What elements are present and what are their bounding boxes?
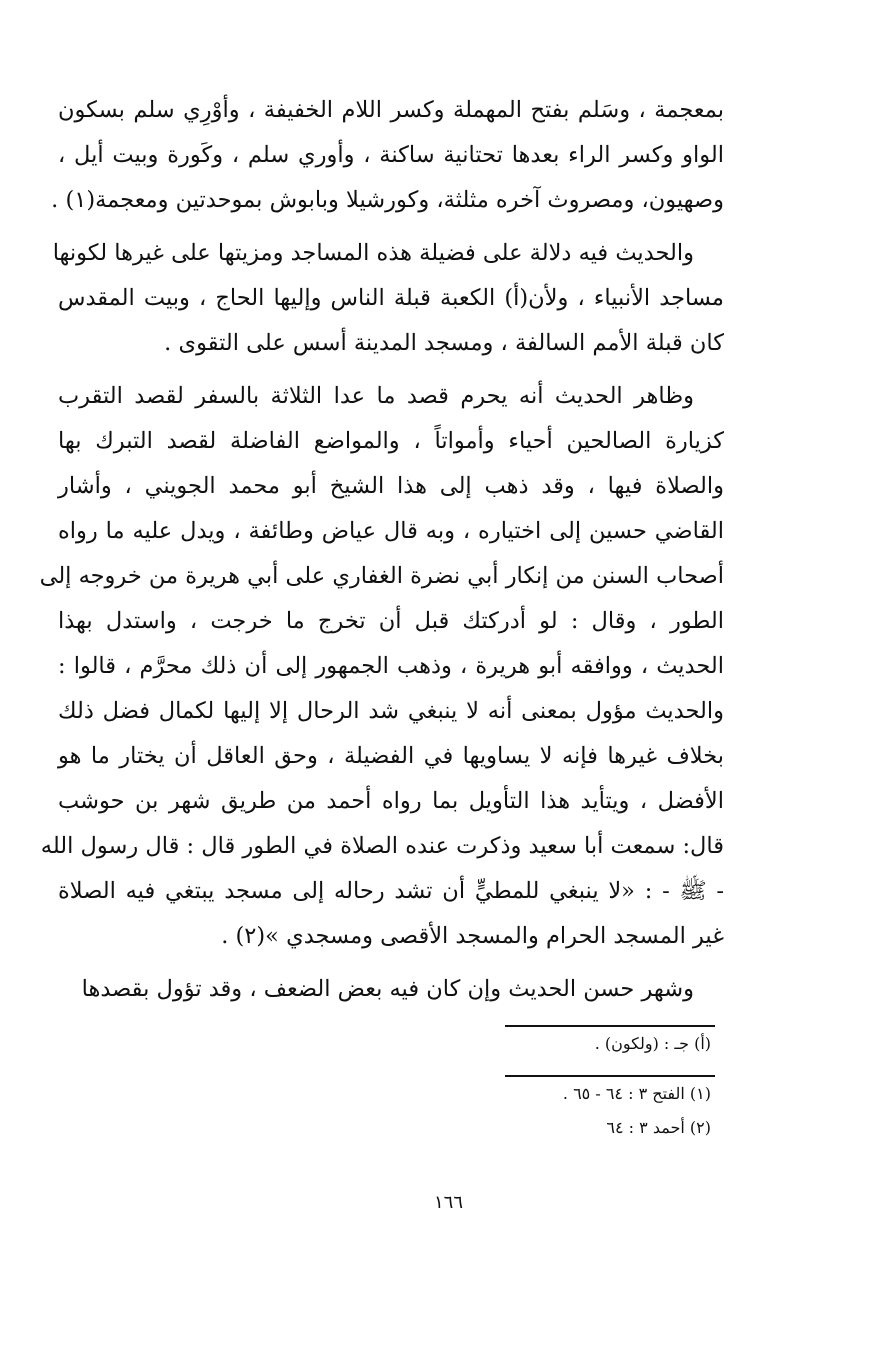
text-line: والصلاة فيها ، وقد ذهب إلى هذا الشيخ أبو محمد الجويني ، وأشار <box>58 473 724 499</box>
text-line: القاضي حسين إلى اختياره ، وبه قال عياض وطائفة ، ويدل عليه ما رواه <box>58 518 724 544</box>
paragraph-2 <box>52 231 724 366</box>
paragraph-3 <box>39 374 724 959</box>
footnote-line: (٢) أحمد ٣ : ٦٤ <box>606 1118 711 1137</box>
text-line: كان قبلة الأمم السالفة ، ومسجد المدينة أسس على التقوى . <box>164 330 724 356</box>
footnote-line: (أ) جـ : (ولكون) . <box>594 1034 711 1053</box>
text-line: مساجد الأنبياء ، ولأن(أ) الكعبة قبلة الناس وإليها الحاج ، وبيت المقدس <box>58 285 724 311</box>
text-line: بخلاف غيرها فإنه لا يساويها في الفضيلة ، وحق العاقل أن يختار ما هو <box>58 743 724 769</box>
text-line: الحديث ، ووافقه أبو هريرة ، وذهب الجمهور إلى أن ذلك محرَّم ، قالوا : <box>58 653 724 679</box>
text-line: والحديث فيه دلالة على فضيلة هذه المساجد ومزيتها على غيرها لكونها <box>52 240 694 266</box>
text-line: الطور ، وقال : لو أدركتك قبل أن تخرج ما خرجت ، واستدل بهذا <box>58 608 724 634</box>
text-line: قال: سمعت أبا سعيد وذكرت عنده الصلاة في الطور قال : قال رسول الله <box>40 833 724 859</box>
text-line: كزيارة الصالحين أحياء وأمواتاً ، والمواضع الفاضلة لقصد التبرك بها <box>58 428 724 454</box>
text-line: أصحاب السنن من إنكار أبي نضرة الغفاري على أبي هريرة من خروجه إلى <box>39 563 724 589</box>
text-line: وشهر حسن الحديث وإن كان فيه بعض الضعف ، وقد تؤول بقصدها <box>81 976 694 1002</box>
page-number: ١٦٦ <box>433 1192 463 1213</box>
paragraph-4 <box>58 967 724 1012</box>
text-line: غير المسجد الحرام والمسجد الأقصى ومسجدي »(٢) . <box>221 923 724 949</box>
text-line: الأفضل ، ويتأيد هذا التأويل بما رواه أحمد من طريق شهر بن حوشب <box>58 788 724 814</box>
page-body <box>39 88 724 1020</box>
footnote-line: (١) الفتح ٣ : ٦٤ - ٦٥ . <box>562 1084 711 1103</box>
text-line: الواو وكسر الراء بعدها تحتانية ساكنة ، وأوري سلم ، وكَورة وبيت أيل ، <box>58 142 724 168</box>
text-line: والحديث مؤول بمعنى أنه لا ينبغي شد الرحال إلا إليها لكمال فضل ذلك <box>58 698 724 724</box>
text-line: وصهيون، ومصروث آخره مثلثة، وكورشيلا وبابوش بموحدتين ومعجمة(١) . <box>51 187 724 213</box>
text-line: - ﷺ - : «لا ينبغي للمطيٍّ أن تشد رحاله إلى مسجد يبتغي فيه الصلاة <box>58 878 724 904</box>
text-line: وظاهر الحديث أنه يحرم قصد ما عدا الثلاثة بالسفر لقصد التقرب <box>58 383 694 409</box>
variant-footnotes <box>505 1025 715 1061</box>
text-line: بمعجمة ، وسَلم بفتح المهملة وكسر اللام الخفيفة ، وأوْرِي سلم بسكون <box>58 97 724 123</box>
source-footnotes <box>505 1075 715 1145</box>
paragraph-1 <box>51 88 724 223</box>
